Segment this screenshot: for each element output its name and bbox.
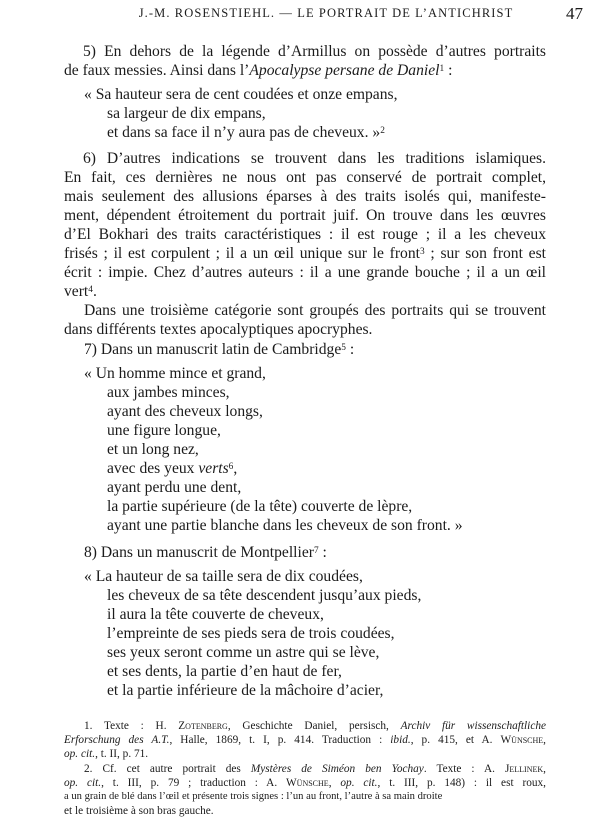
- section-heading: 7) Dans un manuscrit latin de Cambridge$^5$ :: [84, 341, 355, 358]
- body-line: ment, dépendent étroitement du portrait juif. On trouve dans les œuvres: [64, 207, 546, 224]
- quote-line: et la partie inférieure de la mâchoire d’acier,: [107, 682, 384, 699]
- running-head: J.-M. ROSENSTIEHL. — LE PORTRAIT DE L’ANTICHRIST: [138, 6, 514, 20]
- footnote-line: op. cit., t. II, p. 71.: [64, 748, 149, 760]
- footnote-ref: 5: [341, 342, 346, 353]
- body-line: mais seulement des allusions éparses à des traits isolés qui, manifeste-: [64, 188, 546, 205]
- footnote-1: 1. Texte : H. Zotenberg, Geschichte Daniel, persisch, Archiv für wissenschaftliche: [84, 720, 546, 732]
- quote-line: une figure longue,: [107, 422, 221, 439]
- body-line: dans différents textes apocalyptiques apocryphes.: [64, 321, 373, 338]
- footnote-2: 2. Cf. cet autre portrait des Mystères de Siméon ben Yochay. Texte : A. Jellinek,: [84, 763, 546, 775]
- quote-line: la partie supérieure (de la tête) couverte de lèpre,: [107, 498, 413, 515]
- footnote-ref: 7: [313, 545, 319, 556]
- footnote-ref: 3: [419, 246, 425, 257]
- footnote-ref: 4: [88, 284, 93, 295]
- quote-line: « La hauteur de sa taille sera de dix coudées,: [84, 568, 363, 585]
- footnote-line: Erforschung des A.T., Halle, 1869, t. I, p. 414. Traduction : ibid., p. 415, et A. Wünsche,: [64, 734, 546, 746]
- body-line: frisés ; il est corpulent ; il a un œil unique sur le front$^3$ ; sur son front est: [64, 245, 546, 262]
- quote-line: et un long nez,: [107, 441, 199, 458]
- quote-line: ses yeux seront comme un astre qui se lève,: [107, 644, 380, 661]
- footnote-line: et le troisième à son bras gauche.: [64, 805, 214, 817]
- quote-line: ayant une partie blanche dans les cheveux de son front. »: [107, 517, 463, 534]
- body-line: d’El Bokhari des traits caractéristiques : il est rouge ; il a les cheveux: [64, 226, 546, 243]
- quote-line: ayant des cheveux longs,: [107, 403, 263, 420]
- quote-line: et dans sa face il n’y aura pas de cheveux. »$^2$: [107, 124, 385, 141]
- body-line: 5) En dehors de la légende d’Armillus on possède d’autres portraits: [83, 43, 546, 60]
- body-line: de faux messies. Ainsi dans l’Apocalypse persane de Daniel$^1$ :: [64, 62, 453, 79]
- body-line: écrit : impie. Chez d’autres auteurs : il a une grande bouche ; il a un œil: [64, 264, 546, 281]
- quote-line: sa largeur de dix empans,: [107, 105, 266, 122]
- footnote-ref: 2: [380, 125, 385, 136]
- quote-line: et ses dents, la partie d’en haut de fer,: [107, 663, 342, 680]
- footnote-line: a un grain de blé dans l’œil et présente trois signes : l’un au front, l’autre à sa main droite: [64, 791, 443, 802]
- body-line: En fait, ces dernières ne nous ont pas conservé de portrait complet,: [64, 169, 546, 186]
- quote-line: avec des yeux verts$^6$,: [107, 460, 238, 477]
- quote-line: les cheveux de sa tête descendent jusqu’aux pieds,: [107, 587, 422, 604]
- section-heading: 8) Dans un manuscrit de Montpellier$^7$ :: [84, 544, 327, 561]
- footnote-ref: 1: [439, 63, 445, 74]
- quote-line: ayant perdu une dent,: [107, 479, 242, 496]
- page-number: 47: [566, 4, 583, 23]
- quote-line: « Un homme mince et grand,: [84, 365, 266, 382]
- footnote-ref: 6: [228, 461, 234, 472]
- quote-line: il aura la tête couverte de cheveux,: [107, 606, 324, 623]
- body-line: 6) D’autres indications se trouvent dans les traditions islamiques.: [83, 150, 546, 167]
- quote-line: aux jambes minces,: [107, 384, 230, 401]
- footnote-line: op. cit., t. III, p. 79 ; traduction : A. Wünsche, op. cit., t. III, p. 148) : il est roux,: [64, 777, 547, 789]
- body-line: Dans une troisième catégorie sont groupés des portraits qui se trouvent: [84, 302, 546, 319]
- quote-line: « Sa hauteur sera de cent coudées et onze empans,: [84, 86, 398, 103]
- quote-line: l’empreinte de ses pieds sera de trois coudées,: [107, 625, 395, 642]
- body-line: vert$^4$.: [64, 283, 97, 300]
